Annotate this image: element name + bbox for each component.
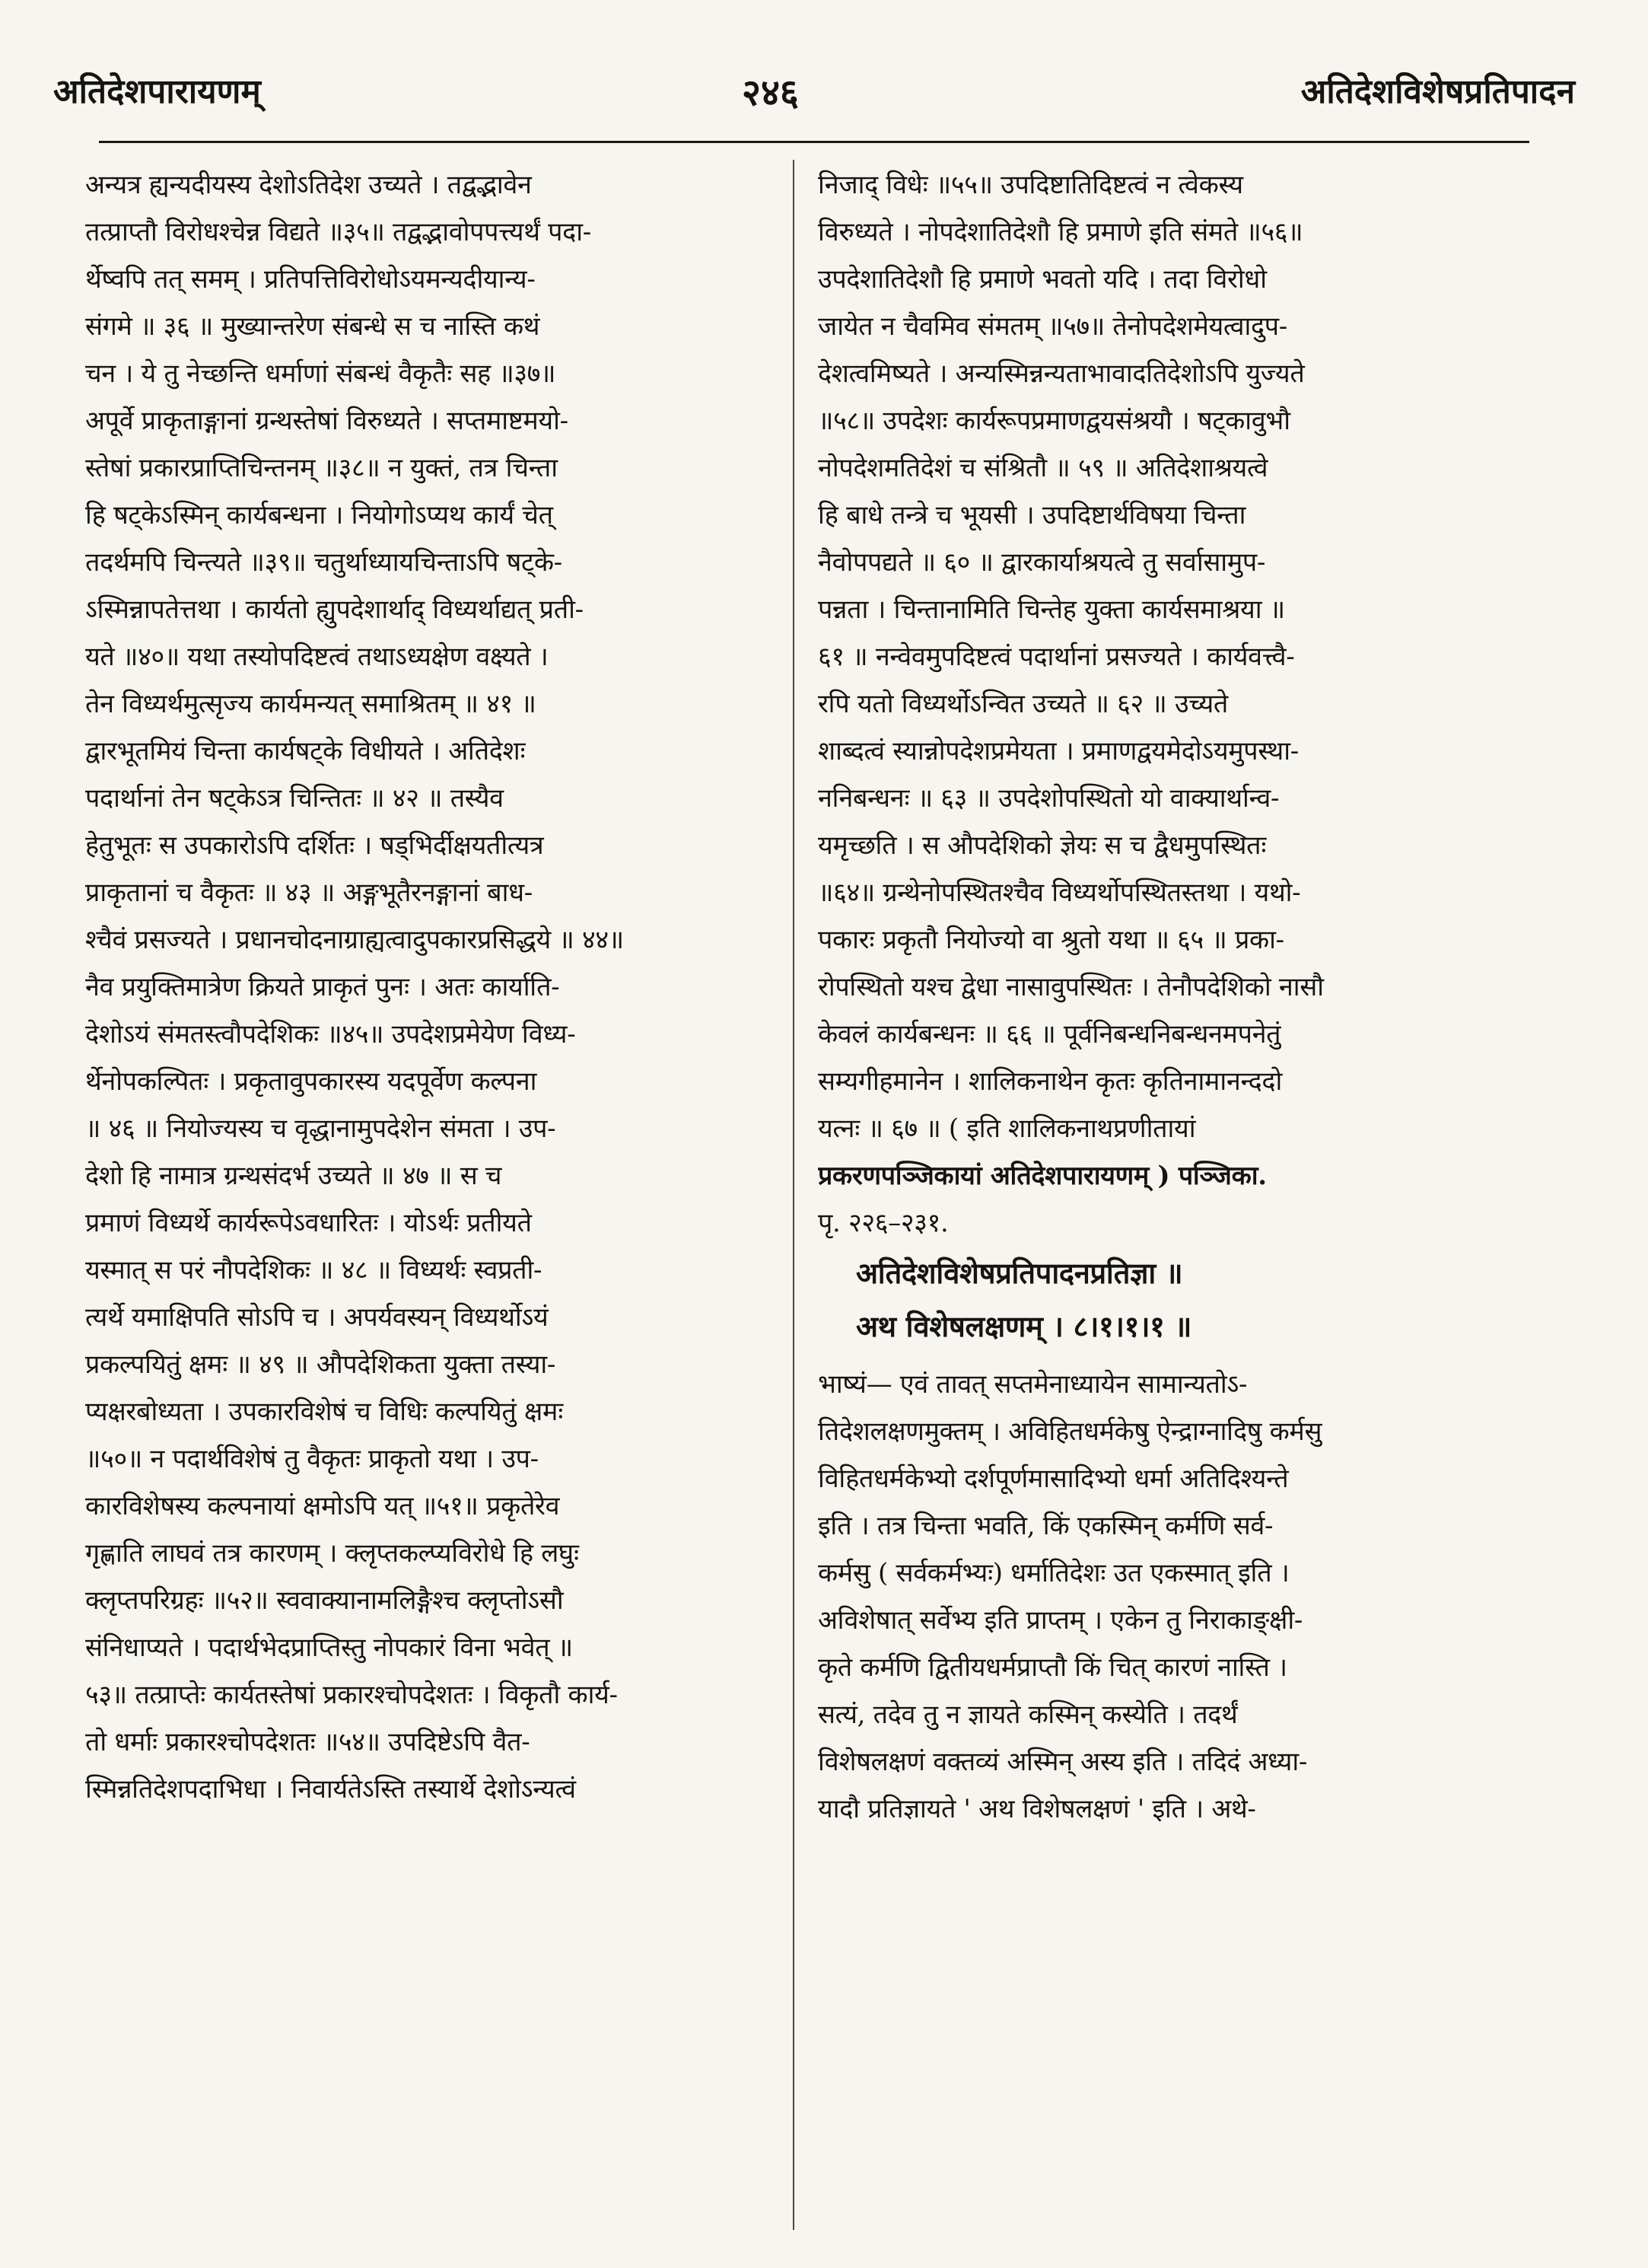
header-rule bbox=[99, 141, 1529, 143]
text-line: यत्नः ॥ ६७ ॥ ( इति शालिकनाथप्रणीतायां bbox=[818, 1113, 1196, 1144]
commentary-line: सत्यं, तदेव तु न ज्ञायते कस्मिन् कस्येति । तदर्थं bbox=[818, 1699, 1238, 1730]
text-line: स्मिन्नतिदेशपदाभिधा । निवार्यतेऽस्ति तस्यार्थे देशोऽन्यत्वं bbox=[85, 1774, 576, 1805]
text-line: तत्प्राप्तौ विरोधश्चेन्न विद्यते ॥३५॥ तद्वद्भावोपपत्त्यर्थं पदा- bbox=[85, 217, 591, 247]
text-line: ॥५८॥ उपदेशः कार्यरूपप्रमाणद्वयसंश्रयौ । षट्कावुभौ bbox=[818, 406, 1290, 436]
section-heading: अतिदेशविशेषप्रतिपादनप्रतिज्ञा ॥ bbox=[856, 1256, 1183, 1290]
page-number: २४६ bbox=[742, 72, 799, 114]
text-line: ॥ ४६ ॥ नियोज्यस्य च वृद्धानामुपदेशेन संमता । उप- bbox=[85, 1113, 556, 1144]
section-subheading: अथ विशेषलक्षणम् । ८।१।१।१ ॥ bbox=[856, 1309, 1192, 1343]
text-line: र्थेनोपकल्पितः । प्रकृतावुपकारस्य यदपूर्वेण कल्पना bbox=[85, 1066, 537, 1097]
text-line: द्वारभूतमियं चिन्ता कार्यषट्के विधीयते । अतिदेशः bbox=[85, 736, 526, 766]
text-line: संनिधाप्यते । पदार्थभेदप्राप्तिस्तु नोपकारं विना भवेत् ॥ bbox=[85, 1633, 573, 1663]
text-line: क्लृप्तपरिग्रहः ॥५२॥ स्ववाक्यानामलिङ्गैश्च क्लृप्तोऽसौ bbox=[85, 1585, 564, 1616]
text-line: सम्यगीहमानेन । शालिकनाथेन कृतः कृतिनामानन्ददो bbox=[818, 1066, 1282, 1097]
text-line: नैव प्रयुक्तिमात्रेण क्रियते प्राकृतं पुनः । अतः कार्याति- bbox=[85, 972, 560, 1002]
text-line: अन्यत्र ह्यन्यदीयस्य देशोऽतिदेश उच्यते । तद्वद्भावेन bbox=[85, 170, 532, 200]
text-line: ॥५०॥ न पदार्थविशेषं तु वैकृतः प्राकृतो यथा । उप- bbox=[85, 1444, 539, 1474]
text-line: यस्मात् स परं नौपदेशिकः ॥ ४८ ॥ विध्यर्थः स्वप्रती- bbox=[85, 1255, 542, 1285]
text-line: देशत्वमिष्यते । अन्यस्मिन्नन्यताभावादतिदेशोऽपि युज्यते bbox=[818, 358, 1305, 389]
text-line: जायेत न चैवमिव संमतम् ॥५७॥ तेनोपदेशमेयत्वादुप- bbox=[818, 311, 1287, 342]
text-line: अपूर्वे प्राकृताङ्गानां ग्रन्थस्तेषां विरुध्यते । सप्तमाष्टमयो- bbox=[85, 406, 568, 436]
text-line: संगमे ॥ ३६ ॥ मुख्यान्तरेण संबन्धे स च नास्ति कथं bbox=[85, 311, 540, 342]
text-line: देशोऽयं संमतस्त्वौपदेशिकः ॥४५॥ उपदेशप्रमेयेण विध्य- bbox=[85, 1019, 576, 1050]
text-line: त्यर्थे यमाक्षिपति सोऽपि च । अपर्यवस्यन् विध्यर्थोऽयं bbox=[85, 1302, 549, 1333]
text-line: प्रकल्पयितुं क्षमः ॥ ४९ ॥ औपदेशिकता युक्ता तस्या- bbox=[85, 1349, 556, 1380]
text-line: तेन विध्यर्थमुत्सृज्य कार्यमन्यत् समाश्रितम् ॥ ४१ ॥ bbox=[85, 689, 536, 719]
text-line: र्थेष्वपि तत् समम् । प्रतिपत्तिविरोधोऽयमन्यदीयान्य- bbox=[85, 264, 536, 295]
text-line: शाब्दत्वं स्यान्नोपदेशप्रमेयता । प्रमाणद्वयमेदोऽयमुपस्था- bbox=[818, 736, 1299, 766]
text-line: ननिबन्धनः ॥ ६३ ॥ उपदेशोपस्थितो यो वाक्यार्थान्व- bbox=[818, 783, 1280, 814]
text-line: हि षट्केऽस्मिन् कार्यबन्धना । नियोगोऽप्यथ कार्यं चेत् bbox=[85, 500, 553, 530]
commentary-line: विहितधर्मकेभ्यो दर्शपूर्णमासादिभ्यो धर्मा अतिदिश्यन्ते bbox=[818, 1464, 1289, 1494]
right-column bbox=[818, 161, 1526, 1833]
text-line: हि बाधे तन्त्रे च भूयसी । उपदिष्टार्थविषया चिन्ता bbox=[818, 500, 1246, 530]
commentary-line: कृते कर्मणि द्वितीयधर्मप्राप्तौ किं चित् कारणं नास्ति । bbox=[818, 1652, 1287, 1683]
text-line: तो धर्माः प्रकारश्चोपदेशतः ॥५४॥ उपदिष्टेऽपि वैत- bbox=[85, 1727, 530, 1757]
text-line: श्चैवं प्रसज्यते । प्रधानचोदनाग्राह्यत्वादुपकारप्रसिद्धये ॥ ४४॥ bbox=[85, 925, 624, 955]
text-line: केवलं कार्यबन्धनः ॥ ६६ ॥ पूर्वनिबन्धनिबन्धनमपनेतुं bbox=[818, 1019, 1281, 1050]
text-line: तदर्थमपि चिन्त्यते ॥३९॥ चतुर्थाध्यायचिन्ताऽपि षट्के- bbox=[85, 547, 562, 578]
text-line: निजाद् विधेः ॥५५॥ उपदिष्टातिदिष्टत्वं न त्वेकस्य bbox=[818, 170, 1243, 200]
text-line: उपदेशातिदेशौ हि प्रमाणे भवतो यदि । तदा विरोधो bbox=[818, 264, 1267, 295]
text-line: प्यक्षरबोध्यता । उपकारविशेषं च विधिः कल्पयितुं क्षमः bbox=[85, 1397, 563, 1427]
commentary-line: अविशेषात् सर्वेभ्य इति प्राप्तम् । एकेन तु निराकाङ्क्षी- bbox=[818, 1605, 1303, 1636]
text-line: नैवोपपद्यते ॥ ६० ॥ द्वारकार्याश्रयत्वे तु सर्वासामुप- bbox=[818, 547, 1266, 578]
commentary-line: विशेषलक्षणं वक्तव्यं अस्मिन् अस्य इति । तदिदं अध्या- bbox=[818, 1747, 1308, 1777]
text-line: रोपस्थितो यश्च द्वेधा नासावुपस्थितः । तेनौपदेशिको नासौ bbox=[818, 972, 1324, 1002]
left-column bbox=[85, 161, 808, 1813]
text-line: नोपदेशमतिदेशं च संश्रितौ ॥ ५९ ॥ अतिदेशाश्रयत्वे bbox=[818, 453, 1268, 483]
text-line: ६१ ॥ नन्वेवमुपदिष्टत्वं पदार्थानां प्रसज्यते । कार्यवत्त्वै- bbox=[818, 642, 1295, 672]
text-line: हेतुभूतः स उपकारोऽपि दर्शितः । षड्भिर्दीक्षयतीत्यत्र bbox=[85, 830, 544, 861]
text-line: पकारः प्रकृतौ नियोज्यो वा श्रुतो यथा ॥ ६५ ॥ प्रका- bbox=[818, 925, 1284, 955]
commentary-line: यादौ प्रतिज्ञायते ' अथ विशेषलक्षणं ' इति । अथे- bbox=[818, 1794, 1256, 1824]
text-line: ५३॥ तत्प्राप्तेः कार्यतस्तेषां प्रकारश्चोपदेशतः । विकृतौ कार्य- bbox=[85, 1680, 618, 1710]
page-header bbox=[46, 67, 1575, 143]
text-line: ॥६४॥ ग्रन्थेनोपस्थितश्चैव विध्यर्थोपस्थितस्तथा । यथो- bbox=[818, 878, 1301, 908]
text-line: यमृच्छति । स औपदेशिको ज्ञेयः स च द्वैधमुपस्थितः bbox=[818, 830, 1267, 861]
commentary-line: भाष्यं— एवं तावत् सप्तमेनाध्यायेन सामान्यतोऽ- bbox=[818, 1369, 1248, 1400]
text-line: ऽस्मिन्नापतेत्तथा । कार्यतो ह्युपदेशार्थाद् विध्यर्थाद्यत् प्रती- bbox=[85, 594, 584, 625]
text-line: पन्नता । चिन्तानामिति चिन्तेह युक्ता कार्यसमाश्रया ॥ bbox=[818, 594, 1285, 625]
text-line: गृह्णाति लाघवं तत्र कारणम् । क्लृप्तकल्प्यविरोधे हि लघुः bbox=[85, 1538, 579, 1569]
text-line: यते ॥४०॥ यथा तस्योपदिष्टत्वं तथाऽध्यक्षेण वक्ष्यते । bbox=[85, 642, 549, 672]
text-line: स्तेषां प्रकारप्राप्तिचिन्तनम् ॥३८॥ न युक्तं, तत्र चिन्ता bbox=[85, 453, 558, 483]
text-line: कारविशेषस्य कल्पनायां क्षमोऽपि यत् ॥५१॥ प्रकृतेरेव bbox=[85, 1491, 560, 1521]
text-line: चन । ये तु नेच्छन्ति धर्माणां संबन्धं वैकृतैः सह ॥३७॥ bbox=[85, 358, 556, 389]
text-line: विरुध्यते । नोपदेशातिदेशौ हि प्रमाणे इति संमते ॥५६॥ bbox=[818, 217, 1303, 247]
text-line: पृ. २२६–२३१. bbox=[818, 1208, 949, 1238]
commentary-line: तिदेशलक्षणमुक्तम् । अविहितधर्मकेषु ऐन्द्राग्नादिषु कर्मसु bbox=[818, 1416, 1322, 1447]
text-line: पदार्थानां तेन षट्केऽत्र चिन्तितः ॥ ४२ ॥ तस्यैव bbox=[85, 783, 504, 814]
text-line: प्राकृतानां च वैकृतः ॥ ४३ ॥ अङ्गभूतैरनङ्गानां बाध- bbox=[85, 878, 533, 908]
commentary-line: इति । तत्र चिन्ता भवति, किं एकस्मिन् कर्मणि सर्व- bbox=[818, 1511, 1274, 1541]
colophon-line: प्रकरणपञ्जिकायां अतिदेशपारायणम् ) पञ्जिका. bbox=[818, 1161, 1267, 1191]
running-title-left: अतिदेशपारायणम् bbox=[53, 72, 261, 111]
running-title-right: अतिदेशविशेषप्रतिपादन bbox=[1300, 72, 1575, 111]
text-line: प्रमाणं विध्यर्थे कार्यरूपेऽवधारितः । योऽर्थः प्रतीयते bbox=[85, 1208, 532, 1238]
commentary-line: कर्मसु ( सर्वकर्मभ्यः) धर्मातिदेशः उत एकस्मात् इति । bbox=[818, 1558, 1290, 1588]
text-line: देशो हि नामात्र ग्रन्थसंदर्भ उच्यते ॥ ४७ ॥ स च bbox=[85, 1161, 502, 1191]
text-line: रपि यतो विध्यर्थोऽन्वित उच्यते ॥ ६२ ॥ उच्यते bbox=[818, 689, 1228, 719]
